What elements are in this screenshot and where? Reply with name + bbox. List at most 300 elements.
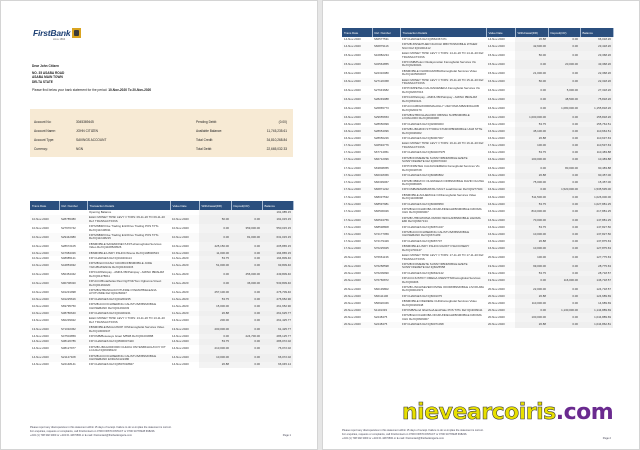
cell-balance: 1,044,889.69	[580, 313, 613, 322]
cell-withdrawal: 0.00	[199, 233, 231, 242]
cell-withdrawal: 0.00	[515, 276, 548, 285]
cell-value-date: 16-Nov-2020	[486, 202, 515, 207]
cell-ref-number: S28672105	[61, 243, 76, 248]
cell-deposit: 116,000.00	[548, 276, 580, 285]
cell-trans-date: 14-Nov-2020	[30, 339, 59, 344]
cell-ref-number: S27643682	[374, 88, 389, 93]
cell-balance: 550,015.15	[262, 224, 293, 233]
cell-ref-number: S01231998	[61, 289, 76, 294]
cell-value-date: 16-Nov-2020	[486, 95, 515, 104]
cell-value-date: 20-Nov-2020	[488, 300, 505, 305]
cell-withdrawal: 99,000.00	[515, 262, 548, 271]
cell-deposit: 0.00	[548, 253, 580, 262]
cell-deposit: 224,700.00	[231, 334, 262, 339]
column-header-ref-number: Ref. Number	[59, 201, 87, 210]
column-header-deposit: Deposit(CR)	[548, 28, 580, 37]
cell-balance: 1,026,000.00	[580, 193, 613, 202]
cell-value-date: 11-Nov-2020	[172, 271, 189, 276]
cell-deposit: 0.00	[548, 207, 580, 216]
cell-balance: 90,457.00	[580, 173, 613, 178]
cell-ref-number: S76209990	[374, 270, 389, 275]
cell-deposit: 0.00	[231, 297, 262, 302]
cell-deposit: 0.00	[548, 216, 580, 225]
cell-value-date: 20-Nov-2020	[488, 254, 505, 259]
table-row	[342, 276, 613, 285]
cell-transaction-details: ELEC MONEY TRSF LEVY // TO6S: 13-11-20 TO 13-11-20 Ref: TRANSACTIONS	[89, 316, 165, 324]
cell-trans-date: 20-Nov-2020	[344, 300, 361, 305]
table-row	[30, 345, 293, 354]
table-body	[30, 210, 293, 368]
cell-trans-date: 16-Nov-2020	[344, 135, 361, 140]
cell-value-date: 10-Nov-2020	[170, 215, 199, 224]
table-row	[342, 104, 613, 113]
cell-deposit: 0.00	[548, 313, 580, 322]
cell-value-date: 11-Nov-2020	[172, 289, 189, 294]
table-row	[342, 216, 613, 225]
cell-balance: 533,809.40	[262, 279, 293, 288]
cell-withdrawal: 10,000.00	[515, 244, 548, 253]
cell-balance: 146,718.57	[580, 276, 613, 285]
cell-transaction-details: FIP CHARGES Ref:IQ6087707	[402, 238, 442, 243]
cell-balance: 1,144,889.69	[580, 308, 613, 313]
cell-withdrawal: 50.00	[515, 78, 548, 87]
cell-value-date: 16-Nov-2020	[486, 187, 515, 192]
cell-value-date: 14-Nov-2020	[486, 42, 515, 51]
cell-deposit: 0.00	[548, 202, 580, 207]
pending-debit-label: Pending Debit:	[196, 119, 217, 124]
cell-transaction-details: FIP:MNBR/Orive Trading Ent/Orive Trading POS TrfTo Ref:IQ11/108011	[89, 224, 159, 232]
table-row	[342, 285, 613, 294]
cell-balance: 66,072.02	[262, 354, 293, 363]
cell-value-date: 11-Nov-2020	[170, 279, 199, 288]
cell-deposit: 0.00	[548, 156, 580, 165]
cell-balance: 93,809.40	[262, 261, 293, 270]
cell-balance: 155,818.26	[580, 113, 613, 122]
cell-withdrawal: 26.88	[515, 294, 548, 299]
total-debit-label: Total Debit:	[196, 146, 212, 151]
cell-value-date: 16-Nov-2020	[486, 156, 515, 165]
table-header-row	[30, 201, 293, 210]
summary-row	[34, 117, 289, 126]
cell-value-date: 19-Nov-2020	[488, 270, 505, 275]
cell-transaction-details: FIP CHARGES Ref:IQ60632142	[402, 270, 444, 275]
table-row	[30, 302, 293, 311]
cell-balance: 137,827.50	[580, 230, 613, 239]
table-row	[30, 288, 293, 297]
cell-value-date: 16-Nov-2020	[486, 216, 515, 225]
cell-balance: 23,368.26	[580, 51, 613, 60]
cell-ref-number: S1101333	[372, 308, 400, 313]
cell-ref-number: S70225925	[372, 244, 400, 253]
cell-withdrawal: 15,000.00	[199, 302, 231, 311]
cell-deposit: 0.00	[231, 325, 262, 334]
address-line: ASABA MAIN TOWN	[32, 75, 63, 80]
cell-trans-date: 17-Nov-2020	[342, 244, 372, 253]
cell-ref-number: S28249088	[372, 95, 400, 104]
cell-value-date: 16-Nov-2020	[488, 150, 505, 155]
cell-transaction-details: ELEC MONEY TRSF LEVY // TO6S: 09-11-20 TO 09-11-20 Ref: TRANSACTIONS	[87, 215, 170, 224]
elephant-logo-icon	[72, 28, 81, 38]
cell-transaction-details: ELEC MONEY TRSF LEVY // TO6S: 15-11-20 TO 15-11-20 Ref: TRANSACTIONS	[400, 78, 486, 87]
cell-transaction-details: FIP CHARGES Ref:IQ6001075	[400, 294, 486, 299]
table-row	[342, 253, 613, 262]
account-summary	[30, 109, 293, 157]
cell-transaction-details: FIP CHARGES Ref:IQ02009003	[402, 121, 444, 126]
column-header-value-date: Value Date	[486, 28, 515, 37]
cell-transaction-details: FIP CHARGES Ref:IQ0562367471	[402, 37, 447, 41]
cell-balance: 127,775.63	[580, 253, 613, 262]
footer-contact: +234 (1) 708 392 3000 or +234 01 448 5500 or E-mail: firstcontact@firstbanknigeria.com	[30, 434, 132, 437]
cell-trans-date: 17-Nov-2020	[342, 202, 372, 207]
cell-trans-date: 17-Nov-2020	[344, 194, 361, 199]
cell-value-date: 16-Nov-2020	[488, 238, 505, 243]
summary-row	[34, 126, 289, 135]
cell-transaction-details: FIP:MB ETBO/GHAGORO OBINNA SUPBNMOBILE LOVAGORO Ref:IQ6600068	[400, 113, 486, 122]
cell-transaction-details: FIP:MB IFOMEZETE SUNNY/FBNMOBILE EZETE SUNNY/FEMETE Ref:IQ6025558	[400, 262, 486, 271]
table-row	[30, 215, 293, 224]
cell-ref-number: S72177059	[372, 230, 400, 239]
cell-transaction-details: FIP:ACC/JUSTIFY OMEGA UNESTTSFFamogbolat Services Ref:IQ60406	[400, 276, 486, 285]
cell-withdrawal: 0.00	[199, 270, 231, 279]
account-no-value: 3045369445	[76, 119, 94, 124]
cell-value-date: 16-Nov-2020	[488, 135, 505, 140]
cell-transaction-details: FIP CHARGES Ref:IQ0507018847	[89, 362, 134, 367]
cell-withdrawal: 10,000.00	[515, 230, 548, 239]
cell-balance: 191,085.15	[262, 210, 293, 215]
cell-deposit: 1,080,000.00	[548, 104, 580, 113]
cell-ref-number: S10882234	[374, 52, 389, 57]
bank-logo	[33, 28, 81, 41]
cell-ref-number: S66339067	[374, 180, 389, 185]
cell-transaction-details: FIP:FCMB/ZEMABURNSU MULT Lead/Usman Ref:IQ6277024	[400, 187, 486, 192]
available-balance-label: Available Balance:	[196, 128, 223, 133]
cell-deposit: 0.00	[548, 136, 580, 141]
cell-transaction-details: FIP:MB OBIDAYO OLIWASEUN OFBNMOBILE DAVID OLUWA Ref:IQ6066005	[402, 178, 484, 186]
cell-deposit: 0.00	[548, 141, 580, 150]
cell-value-date: 16-Nov-2020	[486, 244, 515, 253]
cell-trans-date: 17-Nov-2020	[342, 156, 372, 165]
cell-deposit: 0.00	[548, 51, 580, 60]
cell-trans-date: 17-Nov-2020	[344, 180, 361, 185]
cell-balance: 110,637.63	[580, 136, 613, 141]
cell-withdrawal: 50.00	[515, 51, 548, 60]
footer-disclaimer: Please report any discrepancies in this statement within 15 days of receipt. Failure to do so implies the statement is correct.	[342, 429, 484, 432]
cell-trans-date: 14-Nov-2020	[32, 362, 49, 367]
cell-withdrawal: 53.75	[199, 339, 231, 344]
cell-deposit: 456,000.00	[231, 270, 262, 279]
cell-withdrawal: 50.00	[199, 215, 231, 224]
cell-deposit: 0.00	[548, 78, 580, 87]
cell-withdrawal: 425,150.00	[199, 242, 231, 251]
cell-transaction-details: FIP CHARGES Ref:IQ60871047	[402, 224, 444, 229]
cell-withdrawal: 22,000.00	[515, 285, 548, 294]
cell-balance: 1,535,535.00	[580, 187, 613, 192]
watermark-domain: .com	[555, 400, 614, 425]
cell-balance: 76,072.02	[262, 345, 293, 354]
cell-balance: 28,775.63	[580, 262, 613, 271]
cell-value-date: 11-Nov-2020	[172, 303, 189, 308]
cell-deposit: 1,520,000.00	[548, 187, 580, 192]
cell-deposit: 0.00	[548, 322, 580, 327]
cell-ref-number: S66534756	[372, 216, 400, 225]
cell-withdrawal: 26.88	[199, 311, 231, 316]
cell-deposit: 0.00	[548, 299, 580, 308]
statement-period: 10-Nov-2020 To 20-Nov-2020	[108, 87, 152, 92]
cell-value-date: 16-Nov-2020	[486, 230, 515, 239]
cell-withdrawal: 100,000.00	[515, 313, 548, 322]
cell-value-date: 20-Nov-2020	[488, 315, 505, 320]
cell-ref-number: S2248475	[374, 315, 388, 320]
cell-value-date: 16-Nov-2020	[488, 105, 505, 110]
cell-value-date: 20-Nov-2020	[486, 308, 515, 313]
cell-deposit: 0.00	[548, 271, 580, 276]
cell-withdrawal: 100.00	[515, 253, 548, 262]
cell-withdrawal: 0.00	[515, 308, 548, 313]
cell-withdrawal: 70,000.00	[515, 216, 548, 225]
table-row	[342, 113, 613, 122]
cell-ref-number: S60239922	[61, 318, 76, 323]
cell-trans-date: 20-Nov-2020	[342, 308, 372, 313]
cell-deposit: 0.00	[548, 69, 580, 78]
cell-withdrawal: 53.75	[515, 122, 548, 127]
table-row	[342, 127, 613, 136]
column-header-trans-date: Trans Date	[342, 28, 372, 37]
cell-ref-number: S21147328	[59, 354, 87, 363]
cell-trans-date: 17-Nov-2020	[342, 230, 372, 239]
cell-withdrawal: 10,000.00	[199, 354, 231, 363]
column-header-transaction-details: Transaction Details	[87, 201, 170, 210]
cell-ref-number: S66879116	[372, 42, 400, 51]
cell-value-date: 14-Nov-2020	[170, 339, 199, 344]
cell-withdrawal: 53.75	[199, 256, 231, 261]
cell-deposit: 0.00	[231, 251, 262, 256]
cell-ref-number: S90708320	[59, 279, 87, 288]
cell-deposit: 0.00	[548, 127, 580, 136]
cell-withdrawal: 1,000,000.00	[515, 113, 548, 122]
cell-deposit: 0.00	[231, 354, 262, 363]
cell-ref-number: S27120368	[372, 78, 400, 87]
table-row	[30, 362, 293, 367]
cell-value-date: 11-Nov-2020	[172, 256, 189, 261]
cell-balance: 43,368.26	[580, 60, 613, 69]
cell-balance: 449,809.40	[262, 270, 293, 279]
cell-value-date: 16-Nov-2020	[486, 173, 515, 178]
column-header-withdrawal: Withdrawal(DR)	[515, 28, 548, 37]
total-debit-value: 22,665,032.33	[266, 146, 287, 151]
cell-balance: 1,155,818.26	[580, 104, 613, 113]
table-row	[342, 313, 613, 322]
pending-debit-value: (0.00)	[278, 119, 287, 124]
cell-deposit: 80,000.00	[548, 164, 580, 173]
cell-deposit: 0.00	[548, 285, 580, 294]
cell-deposit: 0.00	[548, 179, 580, 188]
cell-transaction-details: FIP:MB ACCOCHISERING CALISTUS/FBNMOBILE CHOSEBANK Ref:IQ6671189	[400, 230, 486, 239]
cell-balance: 217,881.25	[580, 207, 613, 216]
statement-page-1	[0, 0, 318, 450]
cell-deposit: 0.00	[548, 150, 580, 155]
greeting: Dear John Citizen	[32, 64, 59, 68]
cell-ref-number: S26865773	[374, 105, 389, 110]
cell-balance: 286,125.77	[262, 334, 293, 339]
table-row	[30, 354, 293, 363]
cell-trans-date: 16-Nov-2020	[344, 105, 361, 110]
cell-transaction-details: FBNMOBILE:OHORCHMOBA/Famogbolat Services Video Ref:IQ1105060007	[402, 68, 477, 77]
cell-withdrawal: 26.88	[199, 362, 231, 367]
cell-transaction-details: FBNMOBILE:BAGLUWOP /OSFamogbolat Services Video Ref:IQ13030347	[87, 325, 170, 334]
cell-transaction-details: FIP CHARGES Ref:IQ60007007	[402, 135, 444, 140]
cell-transaction-details: FIP CHARGES Ref:IQ60080862	[400, 173, 486, 178]
cell-ref-number: S29655653	[372, 113, 400, 122]
cell-value-date: 14-Nov-2020	[488, 37, 505, 41]
column-header-trans-date: Trans Date	[30, 201, 59, 210]
table-row	[30, 224, 293, 233]
cell-trans-date: 15-Nov-2020	[344, 70, 361, 75]
cell-trans-date: 16-Nov-2020	[344, 88, 361, 93]
cell-value-date: 15-Nov-2020	[488, 52, 505, 57]
cell-transaction-details: FIP CHARGES Ref:IQ604007975	[402, 150, 446, 155]
cell-withdrawal: 110,000.00	[515, 299, 548, 308]
cell-ref-number: S47504859	[61, 333, 76, 338]
cell-ref-number: S29442980	[59, 233, 87, 242]
cell-ref-number: S22316080	[374, 70, 389, 75]
cell-deposit: 0.00	[548, 230, 580, 239]
cell-trans-date: 13-Nov-2020	[30, 325, 59, 334]
cell-trans-date: 17-Nov-2020	[342, 141, 372, 150]
column-header-transaction-details: Transaction Details	[400, 28, 486, 37]
cell-withdrawal: 26.88	[515, 136, 548, 141]
cell-ref-number: S44853932	[59, 261, 87, 270]
cell-withdrawal: 51,000.00	[199, 261, 231, 270]
table-row	[342, 179, 613, 188]
cell-ref-number: S76766872	[372, 276, 400, 285]
address-line: DELTA STATE	[32, 79, 53, 84]
cell-ref-number: S66577531	[374, 37, 389, 41]
cell-ref-number: S56920346	[374, 300, 389, 305]
cell-deposit: 20,000.00	[548, 60, 580, 69]
cell-transaction-details: FIP:MB ECOCHIZOBA OFURUNDEGHFBNMOBILE DZIOMA CHU Ref:IQ6609007	[402, 313, 482, 321]
table-header-row	[342, 28, 613, 37]
cell-transaction-details: FIP:MB IFOMEZETE SUNNY/FBNMOBILE EZETE SUNNY/FEMETE Ref:IQ06070043	[400, 156, 486, 165]
cell-ref-number: S60139802	[374, 286, 389, 291]
cell-deposit: 0.00	[548, 193, 580, 202]
cell-balance: 110,483.88	[580, 150, 613, 155]
cell-withdrawal: 11,000.00	[199, 251, 231, 256]
cell-transaction-details: FIP CHARGES Ref:IQ60008950	[400, 202, 486, 207]
cell-balance: 286,072.02	[262, 339, 293, 344]
cell-ref-number: S66871222	[372, 187, 400, 192]
column-header-balance: Balance	[580, 28, 613, 37]
footer-enquiries: For enquiries, requests or complaints, call FirstContact on 0700 FIRSTCONTACT or 0700 34778228 668226.	[342, 433, 468, 436]
currency-label: Currency:	[34, 146, 48, 151]
cell-deposit: 0.00	[231, 256, 262, 261]
cell-deposit: 0.00	[548, 294, 580, 299]
cell-balance: 276,652.90	[262, 297, 293, 302]
column-header-value-date: Value Date	[170, 201, 199, 210]
table-row	[342, 78, 613, 87]
cell-value-date: 19-Nov-2020	[486, 262, 515, 271]
cell-value-date: 16-Nov-2020	[488, 208, 505, 213]
cell-withdrawal: 0.00	[515, 95, 548, 104]
cell-ref-number: S32564855	[372, 60, 400, 69]
cell-deposit: 0.00	[548, 173, 580, 178]
total-credit-label: Total Credit:	[196, 137, 214, 142]
cell-trans-date: 17-Nov-2020	[344, 166, 361, 171]
table-row	[30, 279, 293, 288]
table-body	[342, 37, 613, 328]
cell-trans-date: 10-Nov-2020	[32, 271, 49, 276]
cell-balance: 10,483.88	[580, 156, 613, 165]
cell-value-date: 16-Nov-2020	[488, 88, 505, 93]
cell-value-date: 20-Nov-2020	[488, 286, 505, 291]
cell-value-date: 16-Nov-2020	[488, 121, 505, 126]
cell-withdrawal: 42,600.00	[515, 42, 548, 51]
cell-deposit: 0.00	[231, 362, 262, 367]
statement-period-line	[32, 88, 151, 92]
cell-transaction-details: FIP:PONPETEH CALIGNUEMEKA Famogbolat Services Vis Ref:IQ6018728	[402, 164, 480, 172]
cell-withdrawal: 26.88	[515, 239, 548, 244]
cell-trans-date: 20-Nov-2020	[342, 322, 372, 327]
cell-deposit: 81,000.00	[231, 233, 262, 242]
cell-transaction-details: FIP:MB ECOCHIZOBA OFURUNDEGHFBNMOBILE DZIOMA CHU Ref:IQ6009007	[402, 207, 482, 215]
cell-deposit: 0.00	[231, 215, 262, 224]
footer-enquiries: For enquiries, requests or complaints, call FirstContact on 0700 FIRSTCONTACT or 0700 34778228 668226.	[30, 430, 156, 433]
table-row	[342, 69, 613, 78]
cell-transaction-details: FIP:MB LIBAIZON STTORIA STUROPBNMOBILE UGM STTE Ref:IQ0026002	[400, 127, 486, 136]
cell-value-date: 14-Nov-2020	[172, 333, 189, 338]
cell-ref-number: S27970742	[61, 225, 76, 230]
cell-ref-number: S76258598	[372, 262, 400, 271]
cell-transaction-details: FIP:ACC/ABIGWORDMAHOLLY UFAYOMA MBANDIGHOB Ref:IQ6200179	[402, 104, 479, 112]
cell-balance: 276,709.40	[262, 288, 293, 297]
letter-block	[32, 64, 151, 92]
summary-row	[34, 135, 289, 144]
cell-trans-date: 16-Nov-2020	[342, 95, 372, 104]
cell-ref-number: S38126786	[59, 339, 87, 344]
cell-ref-number: S46594776	[372, 141, 400, 150]
cell-trans-date: 17-Nov-2020	[344, 238, 361, 243]
cell-balance: 191,015.15	[262, 215, 293, 224]
footer-contact: +234 (1) 708 392 3000 or +234 01 448 5500 or E-mail: firstcontact@firstbanknigeria.com	[342, 437, 444, 440]
cell-ref-number: S68538808	[374, 224, 389, 229]
cell-value-date: 10-Nov-2020	[170, 251, 199, 256]
table-row	[342, 299, 613, 308]
cell-withdrawal: 100,000.00	[515, 156, 548, 165]
cell-withdrawal: 26.88	[515, 37, 548, 42]
customer-address	[32, 71, 151, 84]
cell-trans-date: 10-Nov-2020	[32, 225, 49, 230]
table-row	[342, 42, 613, 51]
cell-withdrawal: 0.00	[199, 224, 231, 233]
table-row	[342, 141, 613, 150]
table-row	[30, 270, 293, 279]
cell-value-date: 10-Nov-2020	[170, 233, 199, 242]
cell-trans-date: 17-Nov-2020	[344, 150, 361, 155]
cell-trans-date: 16-Nov-2020	[342, 78, 372, 87]
cell-value-date: 20-Nov-2020	[486, 294, 515, 299]
period-intro: Please find below your bank statement for the period:	[32, 87, 108, 92]
cell-ref-number: S48985121	[61, 256, 76, 261]
cell-trans-date: 10-Nov-2020	[30, 311, 59, 316]
cell-withdrawal: 21,000.00	[515, 69, 548, 78]
table-row	[342, 86, 613, 95]
cell-trans-date: 10-Nov-2020	[30, 297, 59, 302]
cell-value-date: 11-Nov-2020	[170, 311, 199, 316]
cell-ref-number: S67714951	[374, 150, 389, 155]
table-row	[342, 322, 613, 327]
cell-balance: 147,881.25	[580, 216, 613, 225]
cell-balance: 66,018.26	[580, 37, 613, 42]
account-type-label: Account Type:	[34, 137, 55, 142]
